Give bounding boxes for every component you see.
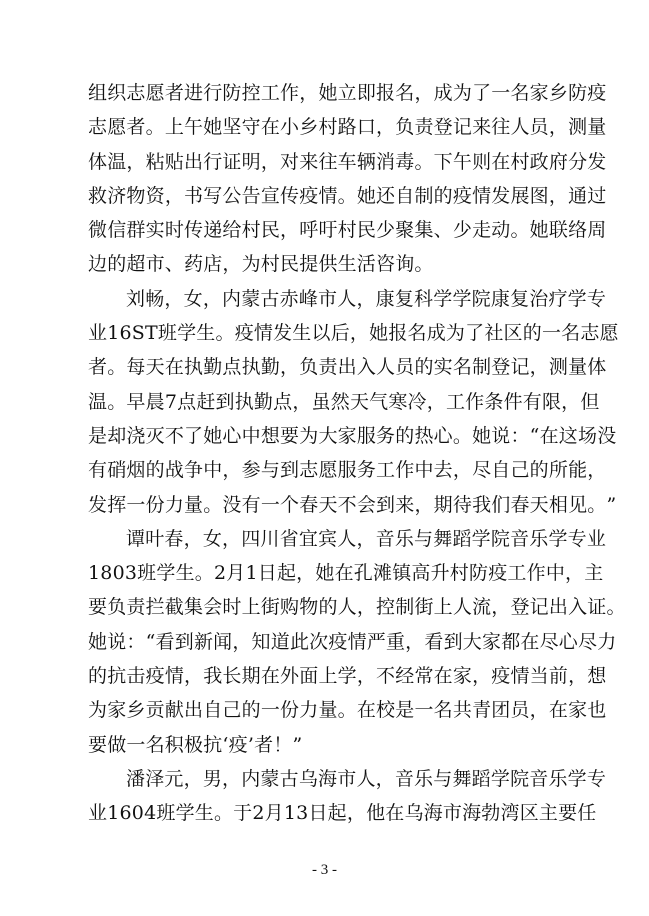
text-line: 业 16ST 班 学 生 。 疫 情 发 生 以 后 ， 她 报 名 成 为 了 社 区 的 一 名 志 愿 xyxy=(88,322,619,345)
text-line: 要 负 责 拦 截 集 会 时 上 街 购 物 的 人 ， 控 制 街 上 人 流 ， 登 记 出 入 证 。 xyxy=(88,596,626,619)
page-number: - 3 - xyxy=(312,862,337,878)
text-line: 边的超市、药店，为村民提供生活咨询。 xyxy=(88,253,434,276)
text-line: 业 1604 班 学 生 。 于 2 月 13 日 起 ， 他 在 乌 海 市 海 勃 湾 区 主 要 任 xyxy=(88,802,597,825)
text-line: 发 挥 一 份 力 量 。 没 有 一 个 春 天 不 会 到 来 ， 期 待 我 们 春 天 相 见 。 ” xyxy=(88,493,617,516)
text-line: 组 织 志 愿 者 进 行 防 控 工 作 ， 她 立 即 报 名 ， 成 为 了 一 名 家 乡 防 疫 xyxy=(88,82,607,104)
text-line: 微 信 群 实 时 传 递 给 村 民 ， 呼 吁 村 民 少 聚 集 、 少 走 动 。 她 联 络 周 xyxy=(88,219,607,242)
text-line: 谭 叶 春 ， 女 ， 四 川 省 宜 宾 人 ， 音 乐 与 舞 蹈 学 院 音 乐 学 专 业 xyxy=(126,527,607,550)
text-line: 刘 畅 ， 女 ， 内 蒙 古 赤 峰 市 人 ， 康 复 科 学 学 院 康 复 治 疗 学 专 xyxy=(126,287,607,310)
body-text xyxy=(88,76,626,831)
text-line: 救 济 物 资 ， 书 写 公 告 宣 传 疫 情 。 她 还 自 制 的 疫 情 发 展 图 ， 通 过 xyxy=(88,184,607,207)
text-line: 温 。 早 晨 7 点 赶 到 执 勤 点 ， 虽 然 天 气 寒 冷 ， 工 作 条 件 有 限 ， 但 xyxy=(88,390,600,413)
text-line: 要做一名积极抗‘疫’者！” xyxy=(88,733,303,756)
text-line: 体 温 ， 粘 贴 出 行 证 明 ， 对 来 往 车 辆 消 毒 。 下 午 则 在 村 政 府 分 发 xyxy=(88,150,607,173)
text-line: 她 说 ： “ 看 到 新 闻 ， 知 道 此 次 疫 情 严 重 ， 看 到 大 家 都 在 尽 心 尽 力 xyxy=(88,630,617,653)
text-line: 是 却 浇 灭 不 了 她 心 中 想 要 为 大 家 服 务 的 热 心 。 她 说 ： “ 在 这 场 没 xyxy=(88,424,617,447)
text-line: 1803 班 学 生 。 2 月 1 日 起 ， 她 在 孔 滩 镇 高 升 村 防 疫 工 作 中 ， 主 xyxy=(88,562,604,585)
text-line: 潘 泽 元 ， 男 ， 内 蒙 古 乌 海 市 人 ， 音 乐 与 舞 蹈 学 院 音 乐 学 专 xyxy=(126,767,607,790)
text-line: 志 愿 者 。 上 午 她 坚 守 在 小 乡 村 路 口 ， 负 责 登 记 来 往 人 员 ， 测 量 xyxy=(88,116,607,139)
text-line: 为 家 乡 贡 献 出 自 己 的 一 份 力 量 。 在 校 是 一 名 共 青 团 员 ， 在 家 也 xyxy=(88,699,607,722)
text-line: 的 抗 击 疫 情 ， 我 长 期 在 外 面 上 学 ， 不 经 常 在 家 ， 疫 情 当 前 ， 想 xyxy=(88,665,607,688)
text-line: 者 。 每 天 在 执 勤 点 执 勤 ， 负 责 出 入 人 员 的 实 名 制 登 记 ， 测 量 体 xyxy=(88,356,607,379)
text-line: 有 硝 烟 的 战 争 中 ， 参 与 到 志 愿 服 务 工 作 中 去 ， 尽 自 己 的 所 能 ， xyxy=(88,459,607,482)
